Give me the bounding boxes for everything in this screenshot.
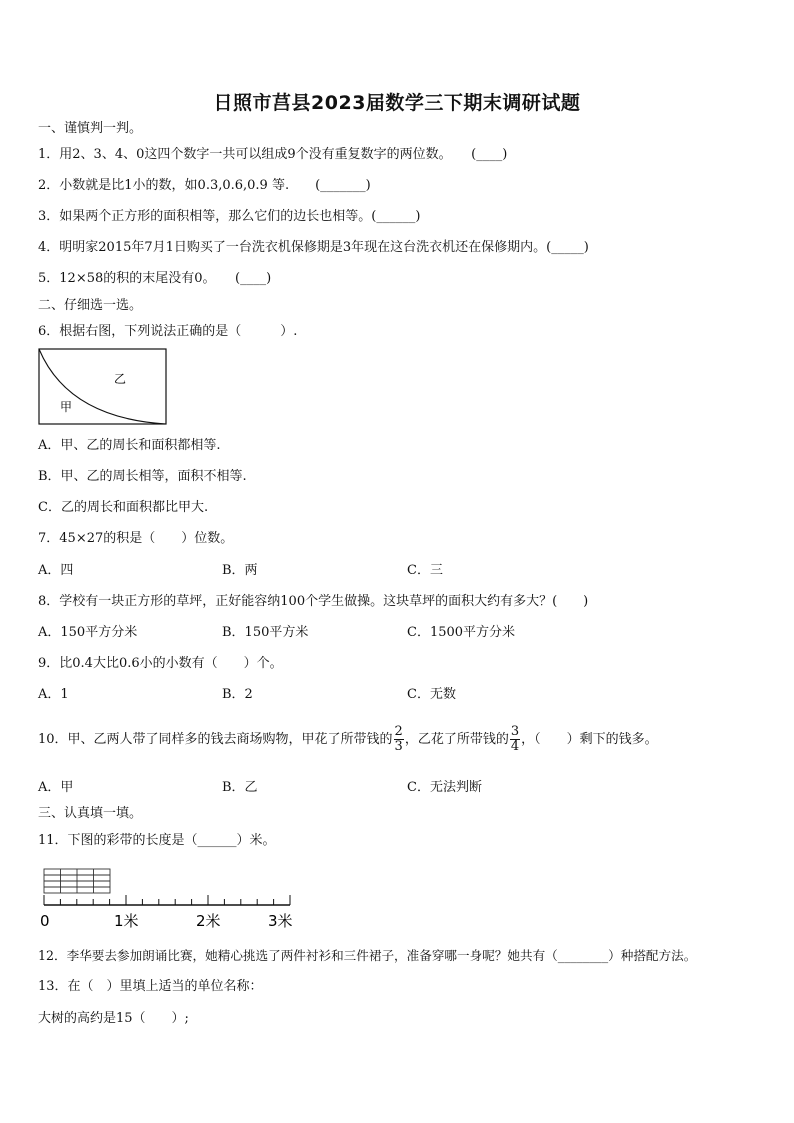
q10-fraction-1: $\frac{2}{3}$ xyxy=(394,724,403,754)
q6-figure-curve xyxy=(39,349,166,424)
question-2: 2．小数就是比1小的数，如0.3,0.6,0.9 等. (_______) xyxy=(38,178,371,193)
q6-figure-rectangle xyxy=(39,349,166,424)
question-6: 6．根据右图，下列说法正确的是（ ）. xyxy=(38,324,298,339)
q10-fraction-2: $\frac{3}{4}$ xyxy=(510,724,520,754)
q9-option-b: B．2 xyxy=(222,687,253,702)
q10-text-1: 10．甲、乙两人带了同样多的钱去商场购物，甲花了所带钱的 xyxy=(38,732,393,747)
question-10 xyxy=(38,722,658,758)
q6-figure-label-jia: 甲 xyxy=(60,400,73,414)
q8-option-a: A．150平方分米 xyxy=(38,625,138,640)
q10-option-a: A．甲 xyxy=(38,780,74,795)
question-11: 11．下图的彩带的长度是（______）米。 xyxy=(38,833,276,848)
question-9: 9．比0.4大比0.6小的小数有（ ）个。 xyxy=(38,656,283,671)
q9-option-c: C．无数 xyxy=(407,687,456,702)
question-12: 12．李华要去参加朗诵比赛，她精心挑选了两件衬衫和三件裙子，准备穿哪一身呢？她共有（________）种搭配方法。 xyxy=(38,948,697,963)
q6-option-c: C．乙的周长和面积都比甲大. xyxy=(38,500,209,515)
q6-option-b: B．甲、乙的周长相等，面积不相等. xyxy=(38,469,247,484)
q7-option-a: A．四 xyxy=(38,563,74,578)
question-7: 7．45×27的积是（ ）位数。 xyxy=(38,531,234,546)
q11-ruler-figure xyxy=(36,864,306,936)
q7-option-c: C．三 xyxy=(407,563,443,578)
section-2-heading: 二、仔细选一选。 xyxy=(38,298,143,313)
question-3: 3．如果两个正方形的面积相等，那么它们的边长也相等。(______) xyxy=(38,209,421,224)
q6-figure-label-yi: 乙 xyxy=(114,372,127,386)
q7-option-b: B．两 xyxy=(222,563,258,578)
question-5: 5．12×58的积的末尾没有0。 (____) xyxy=(38,271,272,286)
question-13-part-a: 大树的高约是15（ ）; xyxy=(38,1011,189,1026)
ruler-label-3m: 3米 xyxy=(268,912,293,930)
ruler-ticks xyxy=(44,895,290,905)
ruler-label-2m: 2米 xyxy=(196,912,221,930)
section-1-heading: 一、谨慎判一判。 xyxy=(38,121,143,136)
page-title: 日照市莒县2023届数学三下期末调研试题 xyxy=(213,92,581,114)
ruler-label-1m: 1米 xyxy=(114,912,139,930)
q10-text-3: ，（ ）剩下的钱多。 xyxy=(521,732,658,747)
q6-option-a: A．甲、乙的周长和面积都相等. xyxy=(38,438,221,453)
question-13: 13．在（ ）里填上适当的单位名称： xyxy=(38,979,263,994)
q9-option-a: A．1 xyxy=(38,687,69,702)
ribbon xyxy=(44,869,110,893)
ruler-label-0: 0 xyxy=(40,912,50,930)
question-1: 1．用2、3、4、0这四个数字一共可以组成9个没有重复数字的两位数。 (____) xyxy=(38,147,508,162)
q10-text-2: ，乙花了所带钱的 xyxy=(404,732,509,747)
q10-option-b: B．乙 xyxy=(222,780,258,795)
q6-figure xyxy=(38,348,168,426)
question-4: 4．明明家2015年7月1日购买了一台洗衣机保修期是3年现在这台洗衣机还在保修期内。(_____) xyxy=(38,240,589,255)
q10-option-c: C．无法判断 xyxy=(407,780,482,795)
q8-option-c: C．1500平方分米 xyxy=(407,625,516,640)
section-3-heading: 三、认真填一填。 xyxy=(38,806,143,821)
q8-option-b: B．150平方米 xyxy=(222,625,309,640)
question-8: 8．学校有一块正方形的草坪，正好能容纳100个学生做操。这块草坪的面积大约有多大？( ) xyxy=(38,594,589,609)
